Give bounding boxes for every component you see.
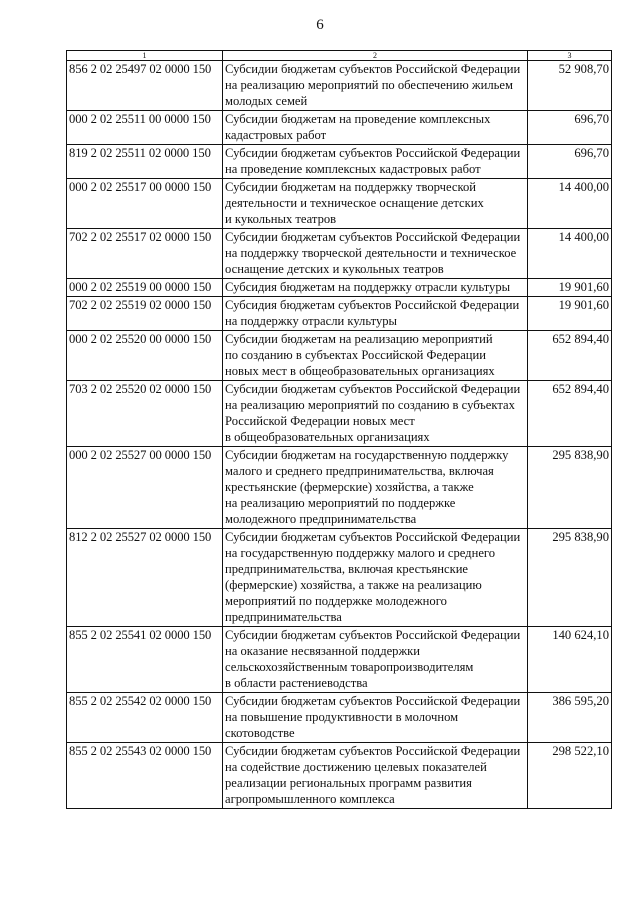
amount-cell: 14 400,00: [528, 179, 612, 229]
budget-code-cell: 000 2 02 25527 00 0000 150: [67, 447, 223, 529]
description-cell: Субсидии бюджетам субъектов Российской Федерации на поддержку творческой деятельности и техническое оснащение детских и кукольных театров: [223, 229, 528, 279]
page-number: 6: [316, 17, 324, 33]
amount-cell: 696,70: [528, 145, 612, 179]
budget-code-cell: 855 2 02 25543 02 0000 150: [67, 743, 223, 809]
table-header-row: [67, 51, 612, 61]
budget-code-cell: 000 2 02 25511 00 0000 150: [67, 111, 223, 145]
description-cell: Субсидии бюджетам на поддержку творческой деятельности и техническое оснащение детских и кукольных театров: [223, 179, 528, 229]
column-header-amount: 3: [528, 51, 612, 61]
table-row: [67, 61, 612, 111]
table-row: [67, 229, 612, 279]
table-row: [67, 529, 612, 627]
table-row: [67, 331, 612, 381]
amount-cell: 298 522,10: [528, 743, 612, 809]
amount-cell: 696,70: [528, 111, 612, 145]
budget-code-cell: 855 2 02 25542 02 0000 150: [67, 693, 223, 743]
table-row: [67, 381, 612, 447]
table-row: [67, 693, 612, 743]
budget-code-cell: 702 2 02 25517 02 0000 150: [67, 229, 223, 279]
budget-code-cell: 000 2 02 25517 00 0000 150: [67, 179, 223, 229]
description-cell: Субсидии бюджетам на реализацию мероприятий по созданию в субъектах Российской Федерации новых мест в общеобразовательных организациях: [223, 331, 528, 381]
budget-code-cell: 000 2 02 25520 00 0000 150: [67, 331, 223, 381]
amount-cell: 652 894,40: [528, 331, 612, 381]
description-cell: Субсидии бюджетам субъектов Российской Федерации на проведение комплексных кадастровых работ: [223, 145, 528, 179]
table-row: [67, 145, 612, 179]
amount-cell: 295 838,90: [528, 447, 612, 529]
budget-code-cell: 819 2 02 25511 02 0000 150: [67, 145, 223, 179]
amount-cell: 652 894,40: [528, 381, 612, 447]
amount-cell: 140 624,10: [528, 627, 612, 693]
table-row: [67, 743, 612, 809]
amount-cell: 19 901,60: [528, 279, 612, 297]
column-header-code: 1: [67, 51, 223, 61]
amount-cell: 386 595,20: [528, 693, 612, 743]
description-cell: Субсидии бюджетам субъектов Российской Федерации на государственную поддержку малого и среднего предпринимательства, включая крестьянские (фермерские) хозяйства, а также на реализацию мероприятий по поддержке молодежного предпринимательства: [223, 529, 528, 627]
description-cell: Субсидии бюджетам субъектов Российской Федерации на реализацию мероприятий по созданию в субъектах Российской Федерации новых мест в общеобразовательных организациях: [223, 381, 528, 447]
table-row: [67, 627, 612, 693]
table-row: [67, 297, 612, 331]
description-cell: Субсидии бюджетам субъектов Российской Федерации на повышение продуктивности в молочном скотоводстве: [223, 693, 528, 743]
table-row: [67, 279, 612, 297]
amount-cell: 295 838,90: [528, 529, 612, 627]
budget-code-cell: 812 2 02 25527 02 0000 150: [67, 529, 223, 627]
budget-table: [66, 50, 612, 809]
description-cell: Субсидии бюджетам субъектов Российской Федерации на реализацию мероприятий по обеспечению жильем молодых семей: [223, 61, 528, 111]
budget-code-cell: 703 2 02 25520 02 0000 150: [67, 381, 223, 447]
budget-code-cell: 000 2 02 25519 00 0000 150: [67, 279, 223, 297]
table-row: [67, 111, 612, 145]
description-cell: Субсидия бюджетам на поддержку отрасли культуры: [223, 279, 528, 297]
table-row: [67, 447, 612, 529]
budget-code-cell: 702 2 02 25519 02 0000 150: [67, 297, 223, 331]
column-header-name: 2: [223, 51, 528, 61]
description-cell: Субсидии бюджетам субъектов Российской Федерации на содействие достижению целевых показателей реализации региональных программ развития агропромышленного комплекса: [223, 743, 528, 809]
description-cell: Субсидия бюджетам субъектов Российской Федерации на поддержку отрасли культуры: [223, 297, 528, 331]
amount-cell: 19 901,60: [528, 297, 612, 331]
amount-cell: 14 400,00: [528, 229, 612, 279]
table-row: [67, 179, 612, 229]
amount-cell: 52 908,70: [528, 61, 612, 111]
description-cell: Субсидии бюджетам субъектов Российской Федерации на оказание несвязанной поддержки сельскохозяйственным товаропроизводителям в области растениеводства: [223, 627, 528, 693]
budget-code-cell: 855 2 02 25541 02 0000 150: [67, 627, 223, 693]
description-cell: Субсидии бюджетам на государственную поддержку малого и среднего предпринимательства, включая крестьянские (фермерские) хозяйства, а также на реализацию мероприятий по поддержке молодежного предпринимательства: [223, 447, 528, 529]
budget-code-cell: 856 2 02 25497 02 0000 150: [67, 61, 223, 111]
description-cell: Субсидии бюджетам на проведение комплексных кадастровых работ: [223, 111, 528, 145]
